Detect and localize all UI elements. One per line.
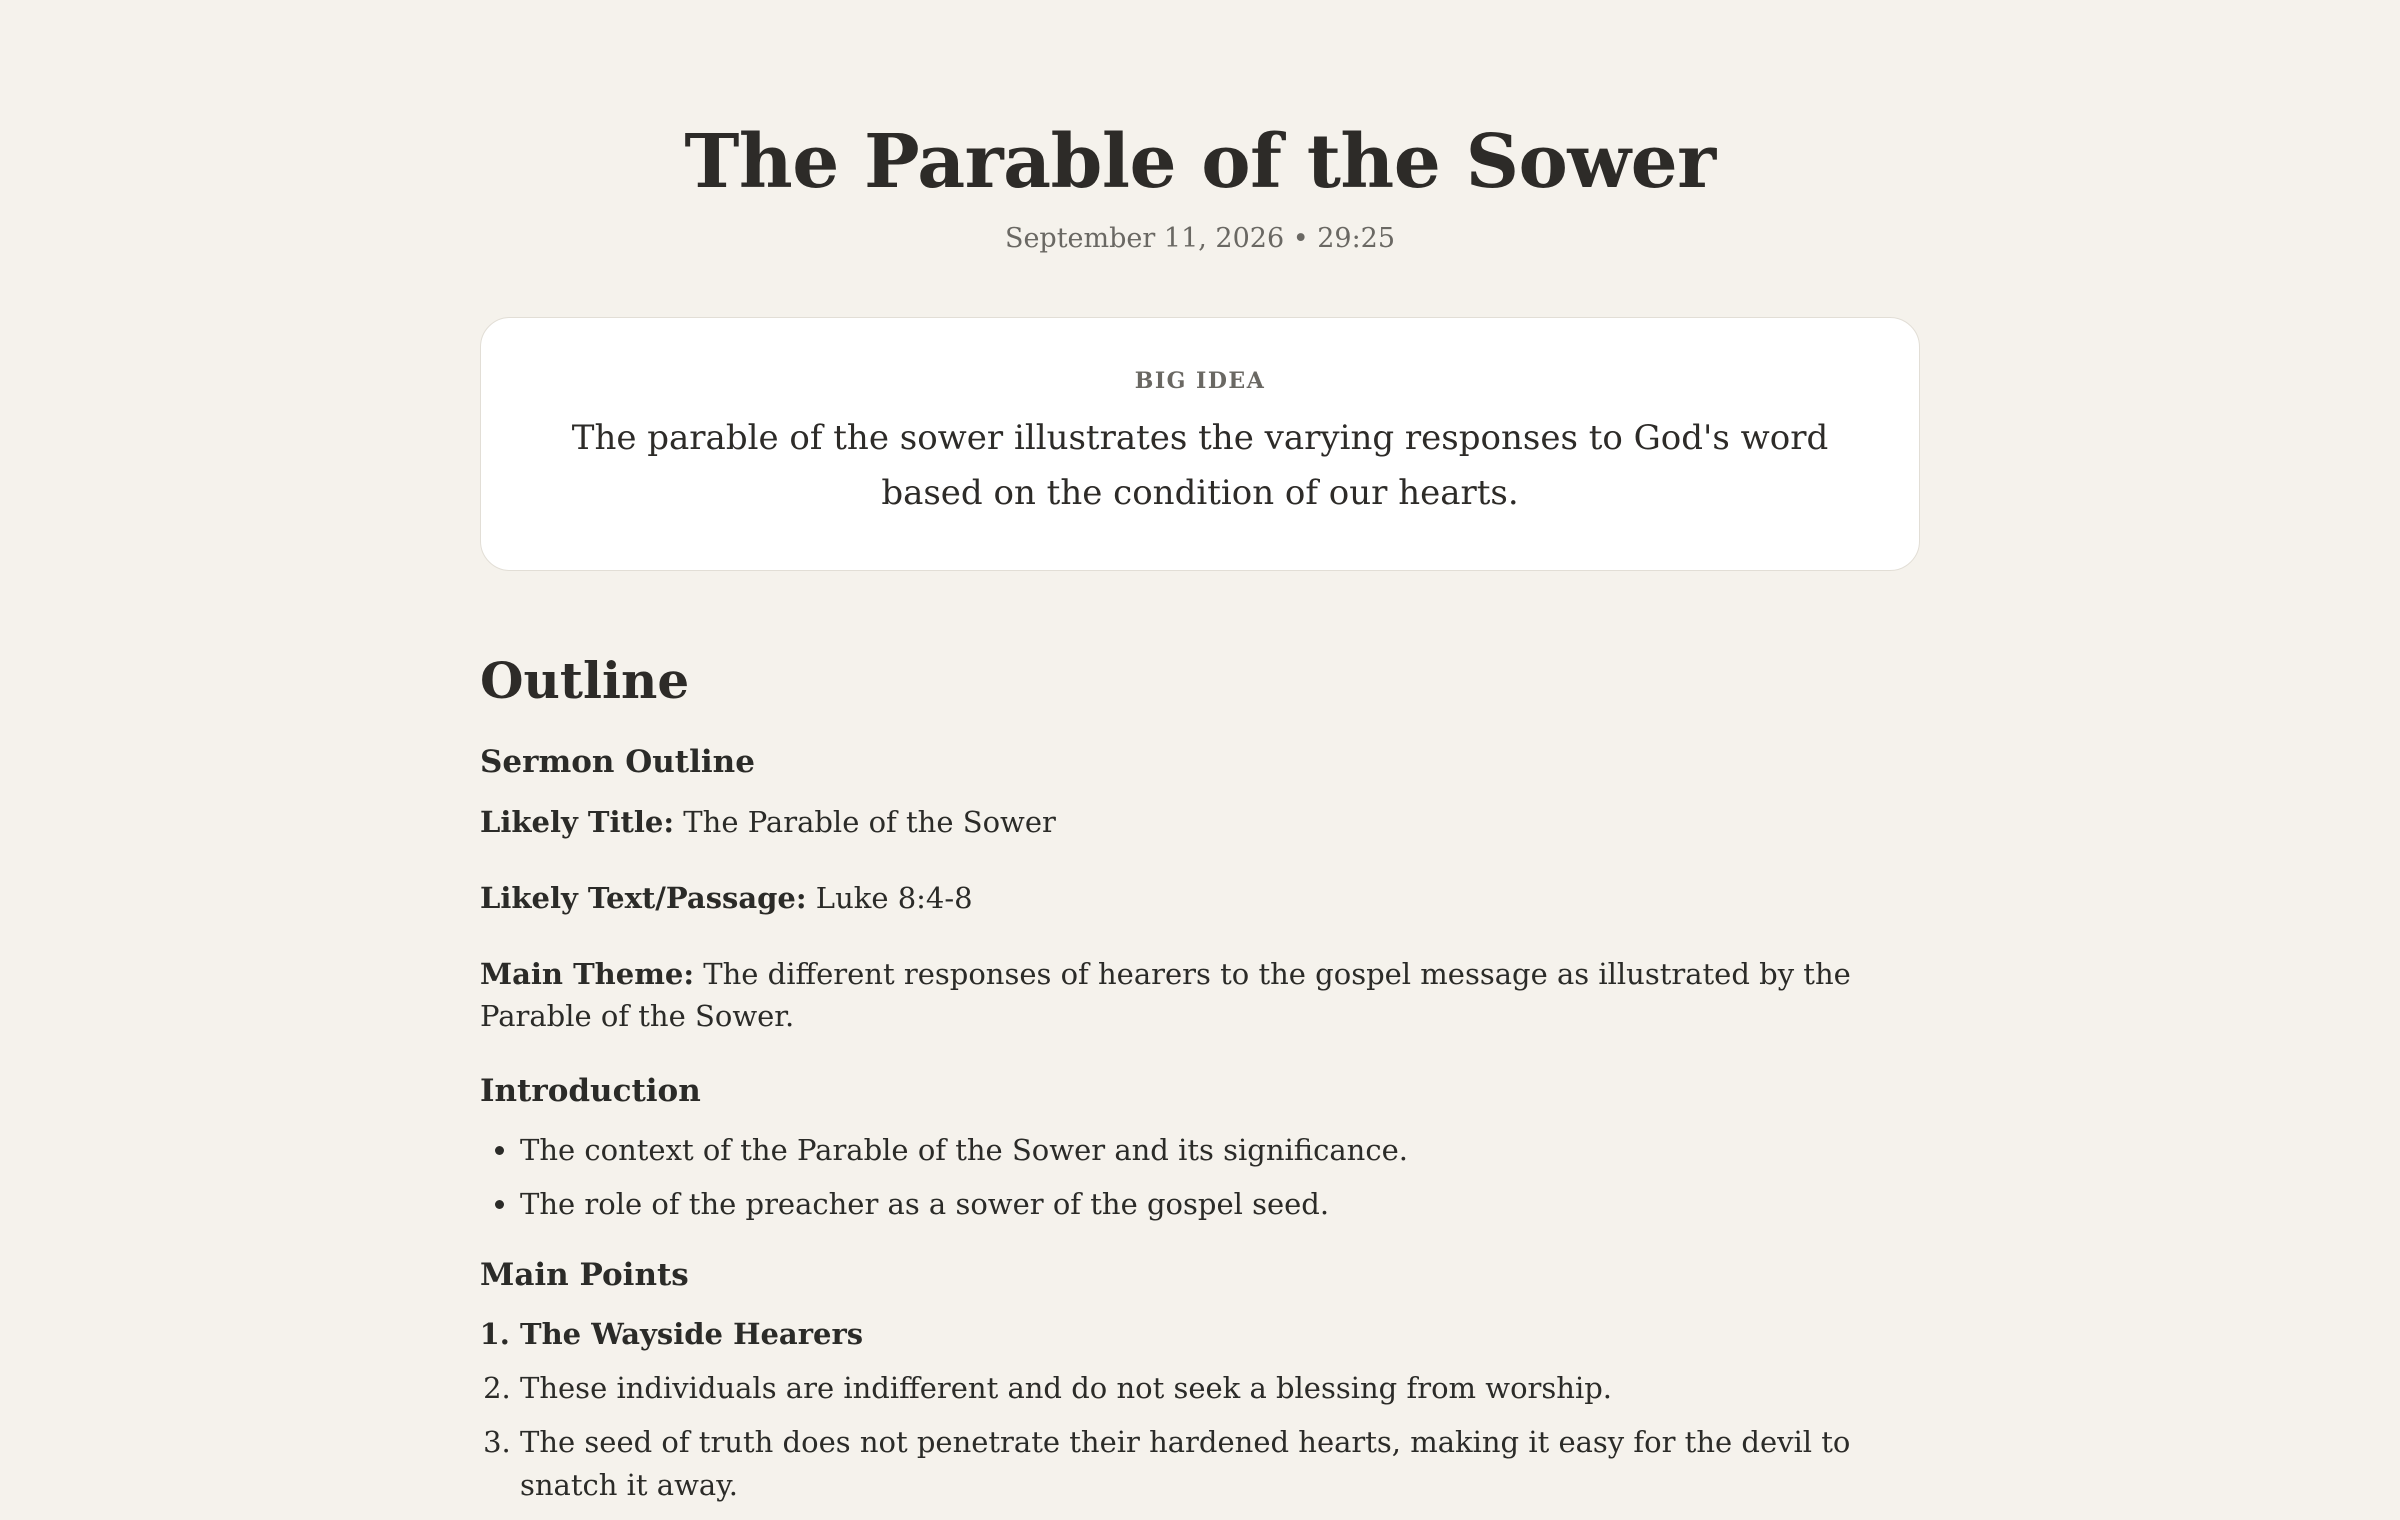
list-item: 1. The Wayside Hearers <box>520 1313 1920 1355</box>
field-label: Likely Title: <box>480 804 675 839</box>
field-value: The Parable of the Sower <box>674 804 1056 839</box>
field-label: Main Theme: <box>480 956 695 991</box>
likely-title-field <box>480 801 1920 843</box>
main-theme-field <box>480 953 1920 1037</box>
list-item: 3. The seed of truth does not penetrate their hardened hearts, making it easy for the devil to snatch it away. <box>520 1421 1920 1505</box>
list-item: 2. These individuals are indifferent and do not seek a blessing from worship. <box>520 1367 1920 1409</box>
field-label: Likely Text/Passage: <box>480 880 807 915</box>
introduction-list <box>480 1129 1920 1225</box>
field-value: The different responses of hearers to the gospel message as illustrated by the Parable of the Sower. <box>480 956 1851 1033</box>
big-idea-label: BIG IDEA <box>1134 367 1266 394</box>
sermon-meta: September 11, 2026 • 29:25 <box>1004 223 1396 255</box>
main-points-list <box>480 1313 1920 1505</box>
big-idea-text: The parable of the sower illustrates the varying responses to God's word based on the condition of our hearts. <box>571 418 1829 513</box>
introduction-heading: Introduction <box>480 1072 701 1109</box>
list-item: • The role of the preacher as a sower of the gospel seed. <box>520 1183 1920 1225</box>
big-idea-card <box>480 317 1920 572</box>
sermon-page <box>480 0 1920 1506</box>
sermon-outline-subheading: Sermon Outline <box>480 744 755 781</box>
main-points-heading: Main Points <box>480 1257 689 1294</box>
list-item: • The context of the Parable of the Sower and its significance. <box>520 1129 1920 1171</box>
sermon-title: The Parable of the Sower <box>684 119 1716 205</box>
likely-passage-field <box>480 877 1920 919</box>
outline-heading: Outline <box>480 651 690 711</box>
field-value: Luke 8:4-8 <box>806 880 973 915</box>
